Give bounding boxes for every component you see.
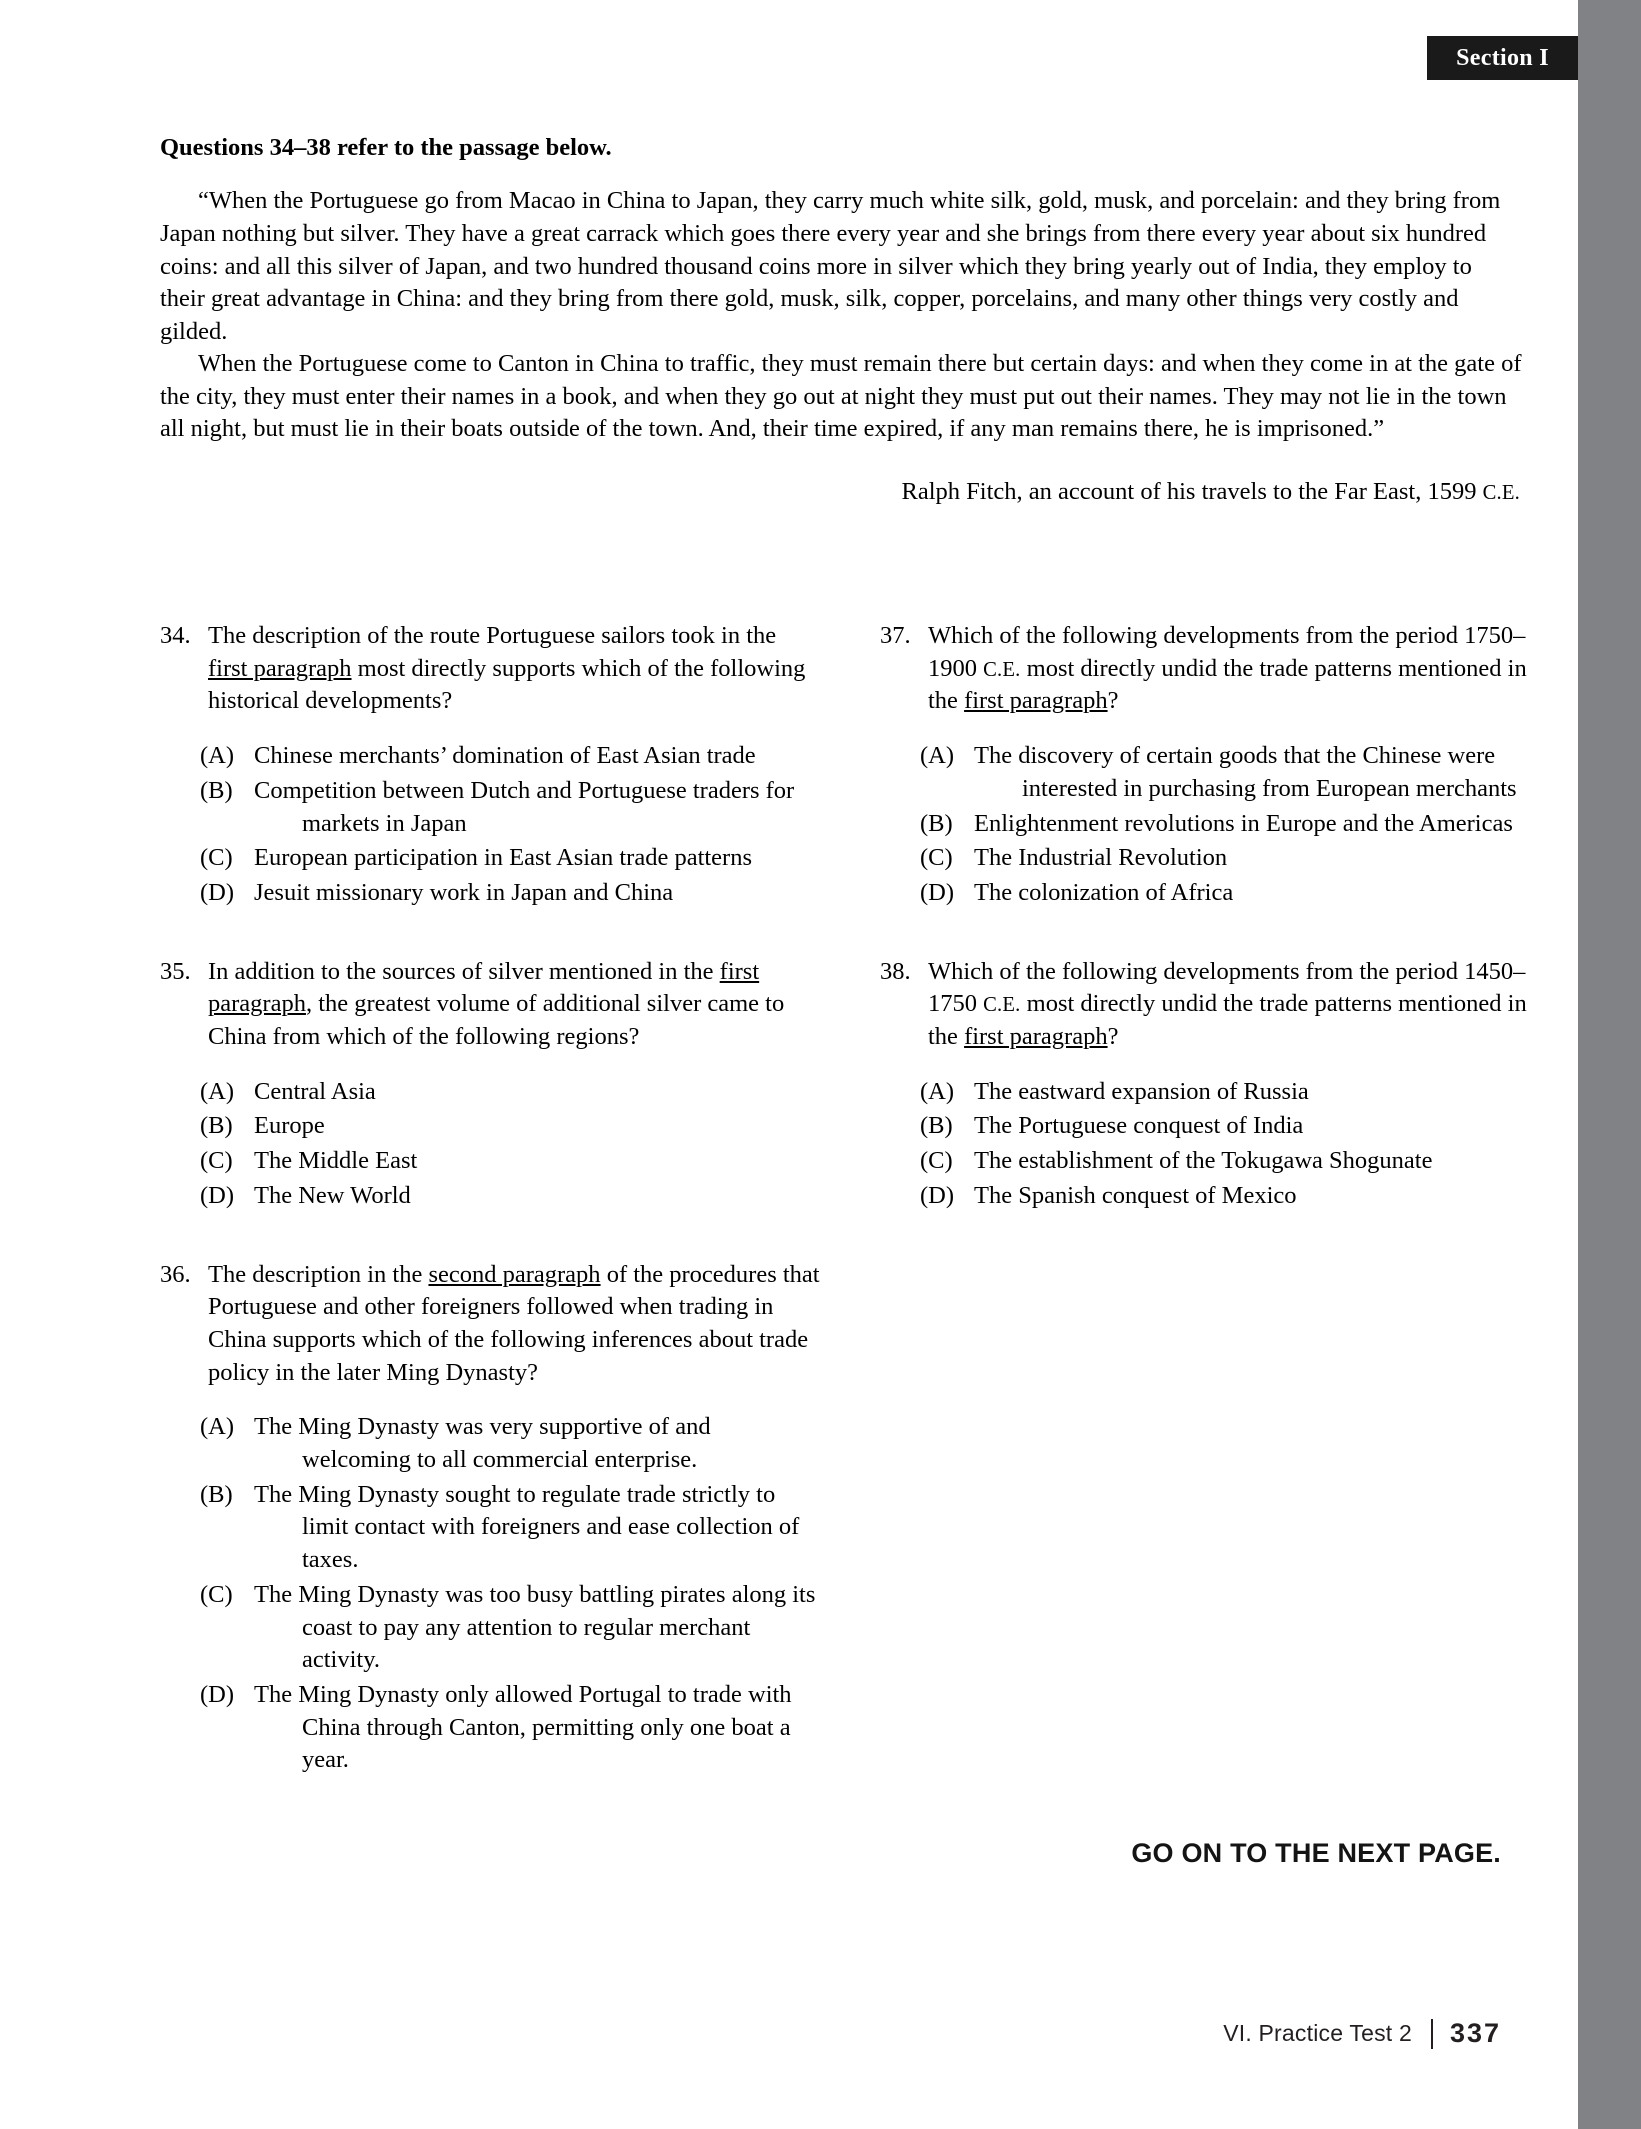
answer-choice-text: Central Asia	[254, 1077, 376, 1105]
answer-choice[interactable]	[880, 808, 1540, 841]
answer-choice-text: Chinese merchants’ domination of East Asian trade	[254, 742, 756, 770]
question-text-run: ?	[1107, 687, 1119, 715]
question-number: 35.	[160, 957, 191, 985]
question-block	[880, 956, 1540, 1213]
answer-choice-letter: (D)	[200, 878, 235, 906]
questions-column-right	[880, 620, 1540, 1779]
answer-choice-text: The colonization of Africa	[974, 878, 1234, 906]
answer-choice[interactable]	[160, 877, 820, 910]
answer-choice-text: The Ming Dynasty only allowed Portugal to trade with China through Canton, permitting only one boat a year.	[254, 1680, 792, 1774]
answer-choice[interactable]	[160, 1679, 820, 1777]
question-number: 34.	[160, 622, 191, 649]
passage-heading: Questions 34–38 refer to the passage below.	[160, 134, 612, 161]
answer-choice-text: The Ming Dynasty was very supportive of and welcoming to all commercial enterprise.	[254, 1413, 711, 1474]
attribution-era: C.E.	[1482, 481, 1520, 504]
answer-choices	[880, 1076, 1540, 1213]
answer-choice[interactable]	[160, 1479, 820, 1577]
era-abbreviation: C.E.	[983, 658, 1021, 681]
question-stem	[160, 1259, 820, 1390]
paragraph-reference: first paragraph	[208, 957, 760, 1018]
answer-choice-text: The discovery of certain goods that the Chinese were interested in purchasing from European merchants	[974, 742, 1517, 802]
question-text-run: most directly undid the trade patterns mentioned in the	[928, 654, 1527, 715]
question-number: 36.	[160, 1260, 191, 1288]
answer-choice-text: European participation in East Asian trade patterns	[254, 844, 753, 872]
answer-choice-letter: (C)	[200, 844, 233, 872]
page-footer	[1223, 2018, 1501, 2049]
answer-choice-letter: (B)	[200, 1112, 233, 1140]
answer-choice[interactable]	[160, 775, 820, 840]
answer-choice[interactable]	[880, 1145, 1540, 1178]
answer-choice-text: Competition between Dutch and Portuguese traders for markets in Japan	[254, 776, 795, 837]
passage-attribution	[160, 476, 1522, 509]
answer-choice-letter: (B)	[200, 776, 233, 804]
question-text	[208, 956, 820, 1054]
question-text-run: most directly undid the trade patterns mentioned in the	[928, 990, 1527, 1051]
section-tab-label: Section I	[1456, 44, 1549, 71]
question-text-run: most directly supports which of the following historical developments?	[208, 654, 806, 715]
passage-body	[160, 185, 1522, 446]
question-text	[208, 620, 820, 718]
paragraph-reference: first paragraph	[208, 654, 352, 682]
passage-area	[160, 132, 1522, 509]
paragraph-reference: first paragraph	[964, 1023, 1108, 1051]
question-text-run: Which of the following developments from the period 1450–1750	[928, 957, 1526, 1018]
answer-choice-text: The establishment of the Tokugawa Shogunate	[974, 1147, 1433, 1175]
question-text-run: The description of the route Portuguese sailors took in the	[208, 622, 777, 649]
answer-choice-letter: (D)	[200, 1181, 235, 1209]
question-block	[160, 956, 820, 1213]
answer-choices	[160, 1076, 820, 1213]
answer-choice-text: The Spanish conquest of Mexico	[974, 1181, 1297, 1209]
question-text-run: of the procedures that Portuguese and other foreigners followed when trading in China supports which of the following inferences about trade policy in the later Ming Dynasty?	[208, 1260, 820, 1386]
question-number: 37.	[880, 622, 911, 649]
question-text-run: Which of the following developments from the period 1750–1900	[928, 622, 1526, 682]
answer-choice-letter: (A)	[920, 1077, 955, 1105]
answer-choice[interactable]	[160, 842, 820, 875]
answer-choice[interactable]	[880, 842, 1540, 875]
answer-choice[interactable]	[880, 1110, 1540, 1143]
answer-choice-text: The Middle East	[254, 1147, 418, 1175]
question-block	[160, 1259, 820, 1778]
footer-book-label: VI. Practice Test 2	[1223, 2020, 1412, 2046]
answer-choice[interactable]	[160, 1145, 820, 1178]
answer-choice-letter: (C)	[920, 844, 953, 872]
attribution-text: Ralph Fitch, an account of his travels to the Far East, 1599	[901, 477, 1483, 505]
answer-choice-letter: (A)	[920, 742, 955, 770]
question-text-run: , the greatest volume of additional silver came to China from which of the following regions?	[208, 990, 785, 1051]
answer-choice-letter: (D)	[200, 1680, 235, 1708]
answer-choice-letter: (B)	[920, 1112, 953, 1140]
answer-choice-text: Europe	[254, 1112, 325, 1140]
answer-choice-letter: (C)	[920, 1147, 953, 1175]
question-text-run: The description in the	[208, 1260, 429, 1288]
passage-paragraph-1: “When the Portuguese go from Macao in China to Japan, they carry much white silk, gold, musk, and porcelain: and they bring from Japan nothing but silver. They have a great carrack which goes there every year and she brings from there every year about six hundred coins: and all this silver of Japan, and two hundred thousand coins more in silver which they bring yearly out of India, they employ to their great advantage in China: and they bring from there gold, musk, silk, copper, porcelains, and many other things very costly and gilded.	[160, 187, 1501, 345]
question-stem	[880, 956, 1540, 1054]
question-stem	[880, 620, 1540, 718]
answer-choice-text: The Portuguese conquest of India	[974, 1112, 1304, 1140]
go-on-notice: GO ON TO THE NEXT PAGE.	[1131, 1838, 1501, 1868]
question-text	[928, 620, 1540, 718]
question-block	[880, 620, 1540, 910]
question-text-run: ?	[1107, 1023, 1119, 1051]
answer-choice-letter: (B)	[200, 1480, 233, 1508]
footer-page-number: 337	[1449, 2018, 1501, 2048]
answer-choice-letter: (D)	[920, 878, 955, 906]
answer-choice[interactable]	[160, 1076, 820, 1109]
questions-column-left	[160, 620, 820, 1779]
answer-choice[interactable]	[160, 1180, 820, 1213]
question-text	[208, 1259, 820, 1390]
paragraph-reference: second paragraph	[428, 1260, 601, 1288]
answer-choice-letter: (C)	[200, 1580, 233, 1608]
answer-choice-text: The eastward expansion of Russia	[974, 1077, 1309, 1105]
answer-choice[interactable]	[880, 1076, 1540, 1109]
answer-choice-text: The Ming Dynasty was too busy battling pirates along its coast to pay any attention to regular merchant activity.	[254, 1580, 816, 1674]
answer-choice-letter: (D)	[920, 1181, 955, 1209]
question-block	[160, 620, 820, 910]
paragraph-reference: first paragraph	[964, 687, 1108, 715]
answer-choice[interactable]	[160, 740, 820, 773]
answer-choice[interactable]	[880, 1180, 1540, 1213]
answer-choices	[160, 1411, 820, 1777]
answer-choices	[160, 740, 820, 910]
footer-divider	[1431, 2019, 1433, 2049]
questions-columns	[160, 620, 1560, 1779]
passage-paragraph-2: When the Portuguese come to Canton in China to traffic, they must remain there but certain days: and when they come in at the gate of the city, they must enter their names in a book, and when they go out at night they must put out their names. They may not lie in the town all night, but must lie in their boats outside of the town. And, their time expired, if any man remains there, he is imprisoned.”	[160, 350, 1522, 443]
answer-choice-letter: (C)	[200, 1147, 233, 1175]
era-abbreviation: C.E.	[983, 994, 1021, 1017]
question-text-run: In addition to the sources of silver mentioned in the	[208, 957, 720, 985]
answer-choice[interactable]	[160, 1411, 820, 1476]
question-text	[928, 956, 1540, 1054]
answer-choice[interactable]	[880, 740, 1540, 805]
answer-choice-letter: (A)	[200, 742, 235, 770]
question-number: 38.	[880, 957, 911, 985]
answer-choice-text: Enlightenment revolutions in Europe and the Americas	[974, 809, 1513, 837]
section-tab	[1427, 36, 1578, 80]
answer-choice-letter: (A)	[200, 1077, 235, 1105]
question-stem	[160, 956, 820, 1054]
answer-choice[interactable]	[160, 1579, 820, 1677]
right-margin-gray-bar	[1578, 0, 1641, 2129]
answer-choice-text: The New World	[254, 1181, 411, 1209]
answer-choice-letter: (A)	[200, 1413, 235, 1441]
answer-choice[interactable]	[880, 877, 1540, 910]
answer-choice[interactable]	[160, 1110, 820, 1143]
answer-choice-text: The Industrial Revolution	[974, 844, 1228, 872]
question-stem	[160, 620, 820, 718]
answer-choice-letter: (B)	[920, 809, 953, 837]
answer-choices	[880, 740, 1540, 910]
answer-choice-text: The Ming Dynasty sought to regulate trade strictly to limit contact with foreigners and ease collection of taxes.	[254, 1480, 800, 1574]
answer-choice-text: Jesuit missionary work in Japan and China	[254, 878, 674, 906]
